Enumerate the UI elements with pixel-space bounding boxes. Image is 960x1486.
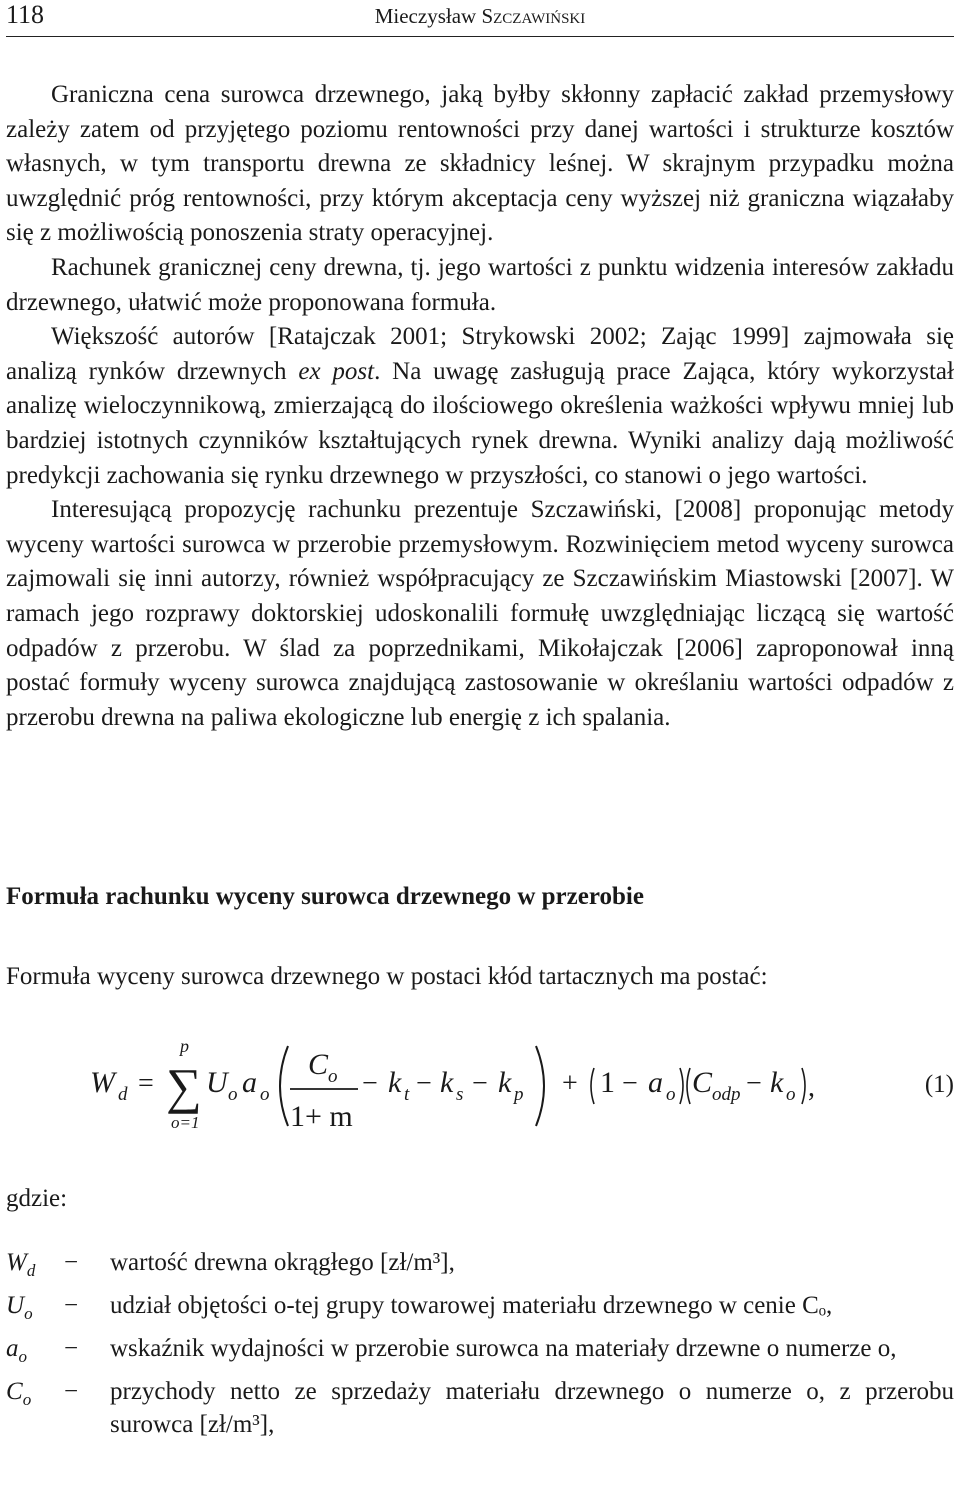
page-header — [6, 0, 954, 37]
eq-plus: + — [562, 1068, 578, 1099]
def-text: wskaźnik wydajności w przerobie surowca na materiały drzewne o numerze o, — [110, 1335, 897, 1362]
eq-C-2: C — [692, 1066, 713, 1099]
def-symbol-sub: o — [24, 1304, 33, 1323]
eq-k-t: k — [388, 1066, 402, 1099]
eq-a-2: a — [648, 1066, 663, 1099]
eq-C-2-sub: odp — [712, 1084, 741, 1105]
eq-minus-5: − — [746, 1068, 762, 1099]
running-head — [6, 4, 954, 28]
eq-paren-2-close — [680, 1068, 683, 1104]
eq-W-sub: d — [118, 1084, 128, 1105]
definition-row — [6, 1289, 954, 1330]
eq-k-o: k — [770, 1066, 784, 1099]
def-text: przychody netto ze sprzedaży materiału drzewnego o numerze o, z przerobu surowca [zł/m³], — [110, 1378, 954, 1438]
eq-a: a — [242, 1066, 257, 1099]
paragraph-1: Graniczna cena surowca drzewnego, jaką byłby skłonny zapłacić zakład przemysłowy zależy zatem od przyjętego poziomu rentowności przy danej wartości i strukturze kosztów własnych, w tym transportu drewna ze składnicy leśnej. W skrajnym przypadku można uwzględnić próg rentowności, przy którym akceptacja ceny wyższej niż graniczna wiązałaby się z możliwością ponoszenia straty operacyjnej. — [6, 81, 954, 247]
definition-row — [6, 1332, 954, 1373]
eq-minus-2: − — [416, 1068, 432, 1099]
def-symbol: a — [6, 1335, 19, 1362]
def-dash: − — [64, 1292, 79, 1319]
eq-right-paren — [536, 1046, 544, 1126]
eq-denominator: 1+ m — [290, 1100, 353, 1133]
body-text — [6, 78, 954, 735]
definition-row — [6, 1246, 954, 1287]
def-dash: − — [64, 1378, 79, 1405]
def-symbol: W — [6, 1249, 27, 1276]
def-text: udział objętości o-tej grupy towarowej materiału drzewnego w cenie Cₒ, — [110, 1292, 833, 1319]
page-number: 118 — [6, 0, 45, 29]
def-symbol: C — [6, 1378, 23, 1405]
eq-k-p-sub: p — [514, 1084, 524, 1105]
def-symbol-sub: o — [22, 1390, 32, 1409]
definition-row — [6, 1375, 954, 1441]
eq-paren-3-open — [687, 1068, 690, 1104]
eq-k-t-sub: t — [404, 1084, 410, 1105]
eq-U-sub: o — [228, 1084, 238, 1105]
equation-1 — [6, 1030, 954, 1140]
eq-paren-3-close — [802, 1068, 805, 1104]
paragraph-3-italic: ex post — [298, 357, 375, 385]
eq-a-2-sub: o — [666, 1084, 676, 1105]
eq-k-s-sub: s — [456, 1084, 464, 1105]
def-symbol-sub: d — [26, 1261, 36, 1280]
author-first-name: Mieczysław — [374, 4, 482, 28]
paragraph-2: Rachunek granicznej ceny drewna, tj. jego wartości z punktu widzenia interesów zakładu drzewnego, ułatwić może proponowana formuła. — [6, 253, 954, 316]
eq-comma: , — [808, 1072, 815, 1103]
eq-minus-1: − — [362, 1068, 378, 1099]
eq-C-sub: o — [328, 1066, 338, 1087]
section-title: Formuła rachunku wyceny surowca drzewnego w przerobie — [6, 883, 644, 910]
eq-paren-2-open — [591, 1068, 594, 1104]
paragraph-4: Interesującą propozycję rachunku prezentuje Szczawiński, [2008] proponując metody wyceny wartości surowca w przerobie przemysłowym. Rozwinięciem metod wyceny surowca zajmowali się inni autorzy, również współpracujący ze Szczawińskim Miastowski [2007]. W ramach jego rozprawy doktorskiej udoskonalili formułę uwzględniając liczącą się wartość odpadów z przerobu. W ślad za poprzednikami, Mikołajczak [2006] zaproponował inną postać formuły wyceny surowca znajdującą zastosowanie w określaniu wartości odpadów z przerobu drewna na paliwa ekologiczne lub energię z ich spalania. — [6, 496, 954, 731]
def-dash: − — [64, 1249, 79, 1276]
eq-k-s: k — [440, 1066, 454, 1099]
eq-minus-4: − — [622, 1068, 638, 1099]
eq-sum: ∑ — [166, 1058, 202, 1114]
eq-one: 1 — [600, 1066, 615, 1099]
def-dash: − — [64, 1335, 79, 1362]
eq-sum-top: p — [180, 1036, 189, 1056]
eq-sum-bottom: o=1 — [171, 1113, 200, 1132]
eq-U: U — [206, 1066, 228, 1099]
formula-intro: Formuła wyceny surowca drzewnego w postaci kłód tartacznych ma postać: — [6, 963, 768, 990]
eq-left-paren — [280, 1046, 288, 1126]
where-label: gdzie: — [6, 1185, 68, 1212]
definitions-list — [6, 1246, 954, 1441]
def-text: wartość drewna okrągłego [zł/m³], — [110, 1249, 455, 1276]
eq-C: C — [308, 1048, 329, 1081]
def-symbol-sub: o — [18, 1347, 27, 1366]
eq-W: W — [90, 1066, 115, 1099]
author-last-name: Szczawiński — [481, 4, 586, 28]
eq-minus-3: − — [472, 1068, 488, 1099]
equation-svg — [6, 1030, 886, 1140]
paragraph-3-before: Większość autorów [Ratajczak 2001; Strykowski 2002; Zając 1999] zajmowała się analizą rynków drzewnych — [6, 323, 954, 385]
eq-k-p: k — [498, 1066, 512, 1099]
eq-a-sub: o — [260, 1084, 270, 1105]
eq-k-o-sub: o — [786, 1084, 796, 1105]
equation-number: (1) — [924, 1071, 954, 1098]
def-symbol: U — [6, 1292, 25, 1319]
eq-equals: = — [138, 1068, 154, 1099]
paragraph-3 — [6, 320, 954, 493]
paragraph-3-after: . Na uwagę zasługują prace Zająca, który wykorzystał analizę wieloczynnikową, zmierzającą do ilościowego określenia ważkości wpływu mniej lub bardziej istotnych czynników kształtujących rynek drewna. Wyniki analizy dają możliwość predykcji zachowania się rynku drzewnego w przyszłości, co stanowi o jego wartości. — [6, 357, 954, 489]
